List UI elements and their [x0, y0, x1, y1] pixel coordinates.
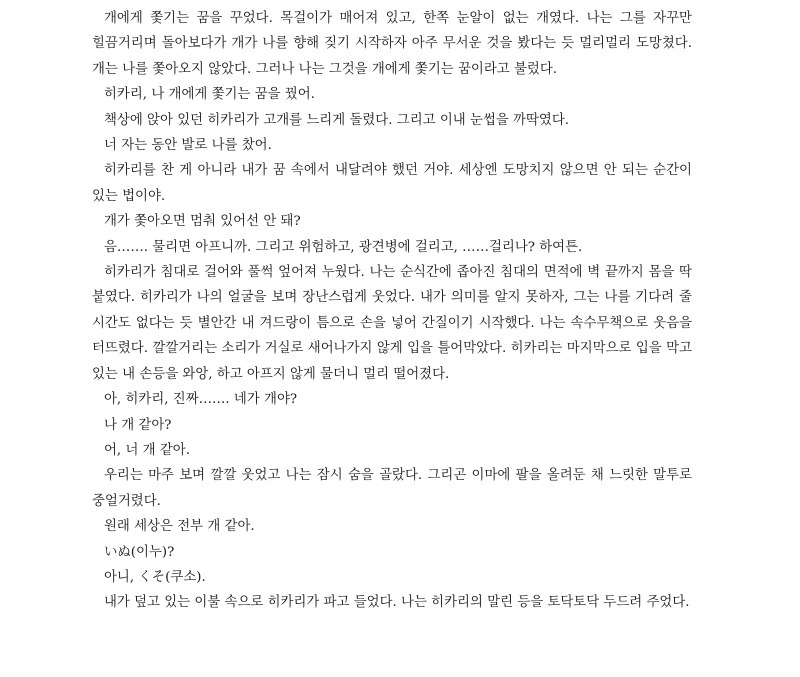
paragraph: 나 개 같아? — [104, 417, 172, 433]
paragraph: 책상에 앉아 있던 히카리가 고개를 느리게 돌렸다. 그리고 이내 눈썹을 까딱였다. — [104, 112, 570, 128]
paragraph: 아, 히카리, 진짜……. 네가 개야? — [104, 392, 298, 408]
paragraph: 히카리가 침대로 걸어와 풀썩 엎어져 누웠다. 나는 순식간에 좁아진 침대의 면적에 벽 끝까지 몸을 딱 붙였다. 히카리가 나의 얼굴을 보며 장난스럽게 웃었다. 내가 의미를 알지 못하자, 그는 나를 기다려 줄 시간도 없다는 듯 별안간 내 겨드랑이 틈으로 손을 넣어 간질이기 시작했다. 나는 속수무책으로 웃음을 터뜨렸다. 깔깔거리는 소리가 거실로 새어나가지 않게 입을 틀어막았다. 히카리는 마지막으로 입을 막고 있는 내 손등을 와앙, 하고 아프지 않게 물더니 멀리 떨어졌다. — [92, 265, 692, 382]
paragraph: 개가 쫓아오면 멈춰 있어선 안 돼? — [104, 214, 301, 230]
paragraph: 너 자는 동안 발로 나를 찼어. — [104, 138, 272, 154]
paragraph: いぬ(이누)? — [104, 544, 175, 560]
paragraph: 히카리를 찬 게 아니라 내가 꿈 속에서 내달려야 했던 거야. 세상엔 도망치지 않으면 안 되는 순간이 있는 법이야. — [92, 163, 692, 204]
paragraph: 우리는 마주 보며 깔깔 웃었고 나는 잠시 숨을 골랐다. 그리곤 이마에 팔을 올려둔 채 느릿한 말투로 중얼거렸다. — [92, 468, 692, 509]
paragraph: 히카리, 나 개에게 쫓기는 꿈을 꿨어. — [104, 87, 315, 103]
paragraph: 음……. 물리면 아프니까. 그리고 위험하고, 광견병에 걸리고, ……걸리나? 하여튼. — [104, 239, 583, 255]
paragraph: 개에게 쫓기는 꿈을 꾸었다. 목걸이가 매어져 있고, 한쪽 눈알이 없는 개였다. 나는 그를 자꾸만 힐끔거리며 돌아보다가 개가 나를 향해 짖기 시작하자 아주 무서운 것을 봤다는 듯 멀리멀리 도망쳤다. 개는 나를 쫓아오지 않았다. 그러나 나는 그것을 개에게 쫓기는 꿈이라고 불렀다. — [92, 11, 692, 77]
paragraph: 어, 너 개 같아. — [104, 442, 190, 458]
paragraph: 원래 세상은 전부 개 같아. — [104, 519, 255, 535]
paragraph: 아니, くそ(쿠소). — [104, 569, 206, 585]
paragraph: 내가 덮고 있는 이불 속으로 히카리가 파고 들었다. 나는 히카리의 말린 등을 토닥토닥 두드려 주었다. — [104, 595, 690, 611]
document-body — [92, 6, 692, 616]
